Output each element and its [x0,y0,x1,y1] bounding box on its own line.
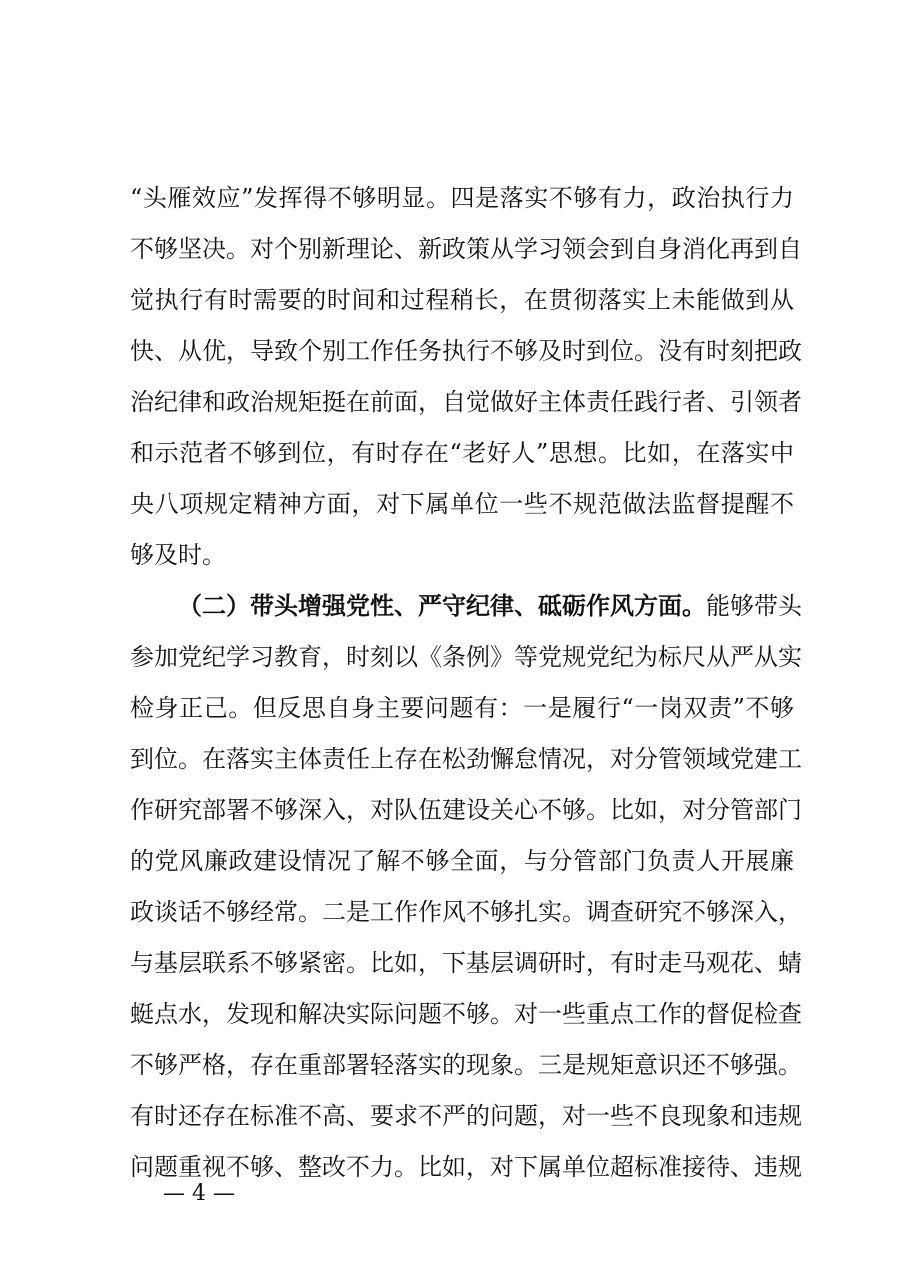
paragraph-2-line: 检身正己。但反思自身主要问题有：一是履行“一岗双责”不够 [130,694,794,722]
paragraph-1-line: 治纪律和政治规矩挺在前面，自觉做好主体责任践行者、引领者 [130,388,802,416]
paragraph-2-line: 有时还存在标准不高、要求不严的问题，对一些不良现象和违规 [130,1102,802,1130]
paragraph-1-line: 够及时。 [130,541,226,569]
paragraph-1-line: 央八项规定精神方面，对下属单位一些不规范做法监督提醒不 [130,490,794,518]
paragraph-2-line: 蜓点水，发现和解决实际问题不够。对一些重点工作的督促检查 [130,1000,802,1028]
section-heading-line [178,586,802,626]
paragraph-1-line: 不够坚决。对个别新理论、新政策从学习领会到自身消化再到自 [130,235,802,263]
paragraph-2-line: 问题重视不够、整改不力。比如，对下属单位超标准接待、违规 [130,1153,802,1181]
paragraph-2-line: 政谈话不够经常。二是工作作风不够扎实。调查研究不够深入， [130,898,802,926]
paragraph-2-line: 参加党纪学习教育，时刻以《条例》等党规党纪为标尺从严从实 [130,643,802,671]
paragraph-2-line: 不够严格，存在重部署轻落实的现象。三是规矩意识还不够强。 [130,1051,802,1079]
paragraph-1-line: 和示范者不够到位，有时存在“老好人”思想。比如，在落实中 [130,439,794,467]
paragraph-2-line: 与基层联系不够紧密。比如，下基层调研时，有时走马观花、蜻 [130,949,802,977]
paragraph-2-line: 的党风廉政建设情况了解不够全面，与分管部门负责人开展廉 [130,847,794,875]
paragraph-1-line: “头雁效应”发挥得不够明显。四是落实不够有力，政治执行力 [130,184,794,212]
paragraph-1-line: 快、从优，导致个别工作任务执行不够及时到位。没有时刻把政 [130,337,802,365]
page-number: — 4 — [163,1181,235,1206]
section-heading-rest: 能够带头 [706,592,802,620]
paragraph-2-line: 作研究部署不够深入，对队伍建设关心不够。比如，对分管部门 [130,796,802,824]
paragraph-1-line: 觉执行有时需要的时间和过程稍长，在贯彻落实上未能做到从 [130,286,794,314]
paragraph-2-line: 到位。在落实主体责任上存在松劲懈怠情况，对分管领域党建工 [130,745,802,773]
section-heading: （二）带头增强党性、严守纪律、砥砺作风方面。 [178,591,706,620]
